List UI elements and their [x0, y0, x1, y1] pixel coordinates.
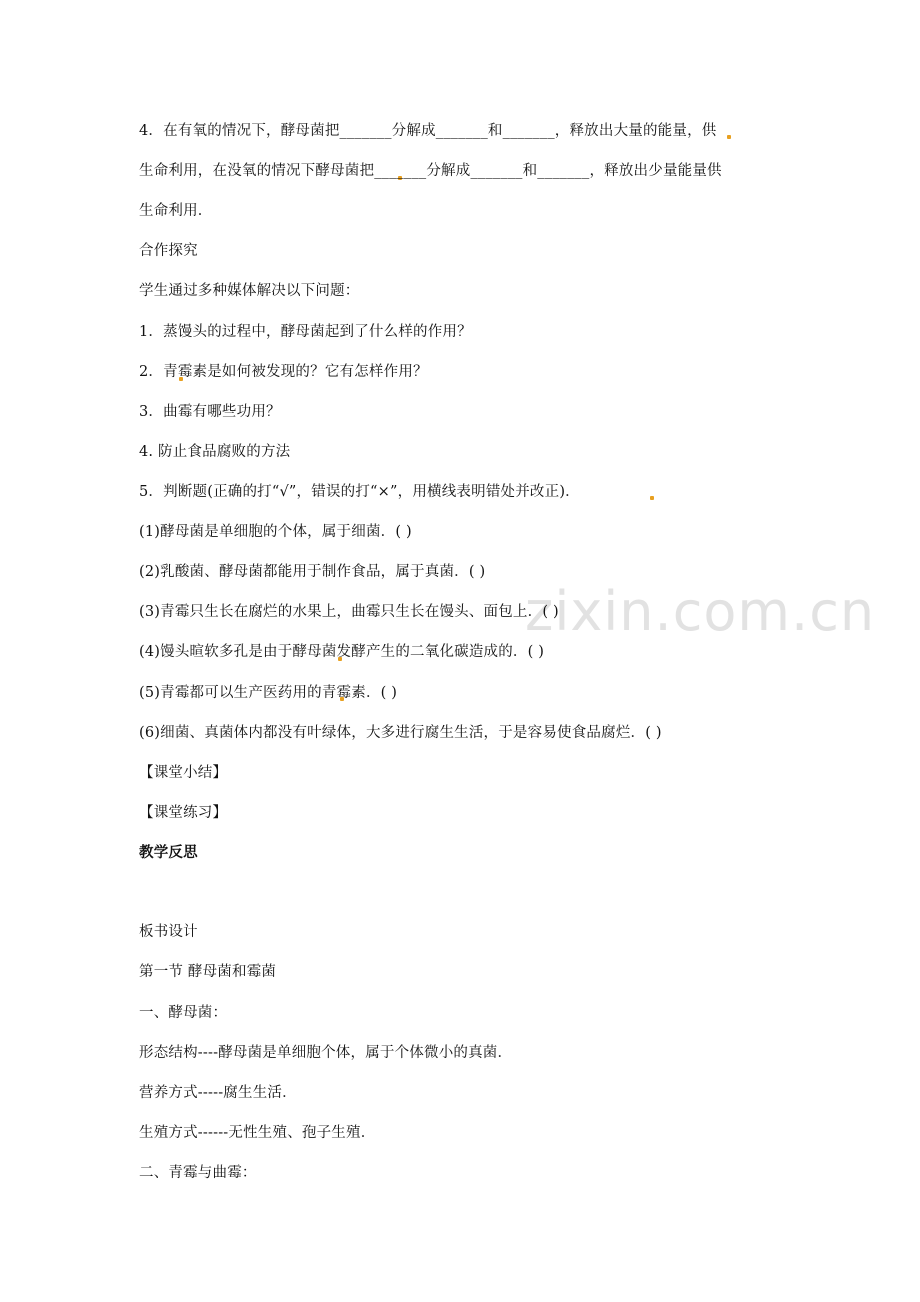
inquiry-intro: 学生通过多种媒体解决以下问题： — [139, 283, 360, 299]
class-summary-heading: 【课堂小结】 — [139, 765, 228, 781]
board-yeast-nutrition: 营养方式-----腐生生活． — [139, 1085, 297, 1101]
board-design-heading: 板书设计 — [139, 924, 198, 940]
watermark: zixin.com.cn — [525, 580, 876, 643]
judgment-item-3: (3)青霉只生长在腐烂的水果上，曲霉只生长在馒头、面包上．( ) — [139, 604, 559, 620]
section-heading-cooperative-inquiry: 合作探究 — [139, 243, 198, 259]
judgment-item-1: (1)酵母菌是单细胞的个体，属于细菌．( ) — [139, 524, 412, 540]
board-yeast-heading: 一、酵母菌： — [139, 1005, 228, 1021]
judgment-item-6: (6)细菌、真菌体内都没有叶绿体，大多进行腐生生活，于是容易使食品腐烂．( ) — [139, 725, 662, 741]
inquiry-question-1: 1．蒸馒头的过程中，酵母菌起到了什么样的作用？ — [139, 324, 472, 340]
judgment-item-4: (4)馒头暄软多孔是由于酵母菌发酵产生的二氧化碳造成的．( ) — [139, 644, 545, 660]
board-yeast-structure: 形态结构----酵母菌是单细胞个体，属于个体微小的真菌． — [139, 1045, 513, 1061]
inquiry-question-2: 2．青霉素是如何被发现的？它有怎样作用？ — [139, 364, 428, 380]
question-4-line-2: 生命利用，在没氧的情况下酵母菌把_______分解成_______和_______，释放出少量能量供 — [139, 163, 722, 179]
judgment-heading: 5．判断题(正确的打“√”，错误的打“×”，用横线表明错处并改正)． — [139, 484, 580, 500]
board-section-title: 第一节 酵母菌和霉菌 — [139, 964, 277, 980]
inquiry-question-3: 3．曲霉有哪些功用？ — [139, 404, 281, 420]
board-mold-heading: 二、青霉与曲霉： — [139, 1165, 257, 1181]
inquiry-question-4: 4. 防止食品腐败的方法 — [139, 444, 291, 460]
teaching-reflection-heading: 教学反思 — [139, 844, 198, 861]
class-practice-heading: 【课堂练习】 — [139, 805, 228, 821]
judgment-item-2: (2)乳酸菌、酵母菌都能用于制作食品，属于真菌．( ) — [139, 564, 486, 580]
question-4-line-3: 生命利用． — [139, 203, 213, 219]
board-yeast-reproduction: 生殖方式------无性生殖、孢子生殖． — [139, 1125, 376, 1141]
question-4-line-1: 4．在有氧的情况下，酵母菌把_______分解成_______和_______，释放出大量的能量，供 — [139, 123, 717, 139]
judgment-item-5: (5)青霉都可以生产医药用的青霉素．( ) — [139, 685, 398, 701]
